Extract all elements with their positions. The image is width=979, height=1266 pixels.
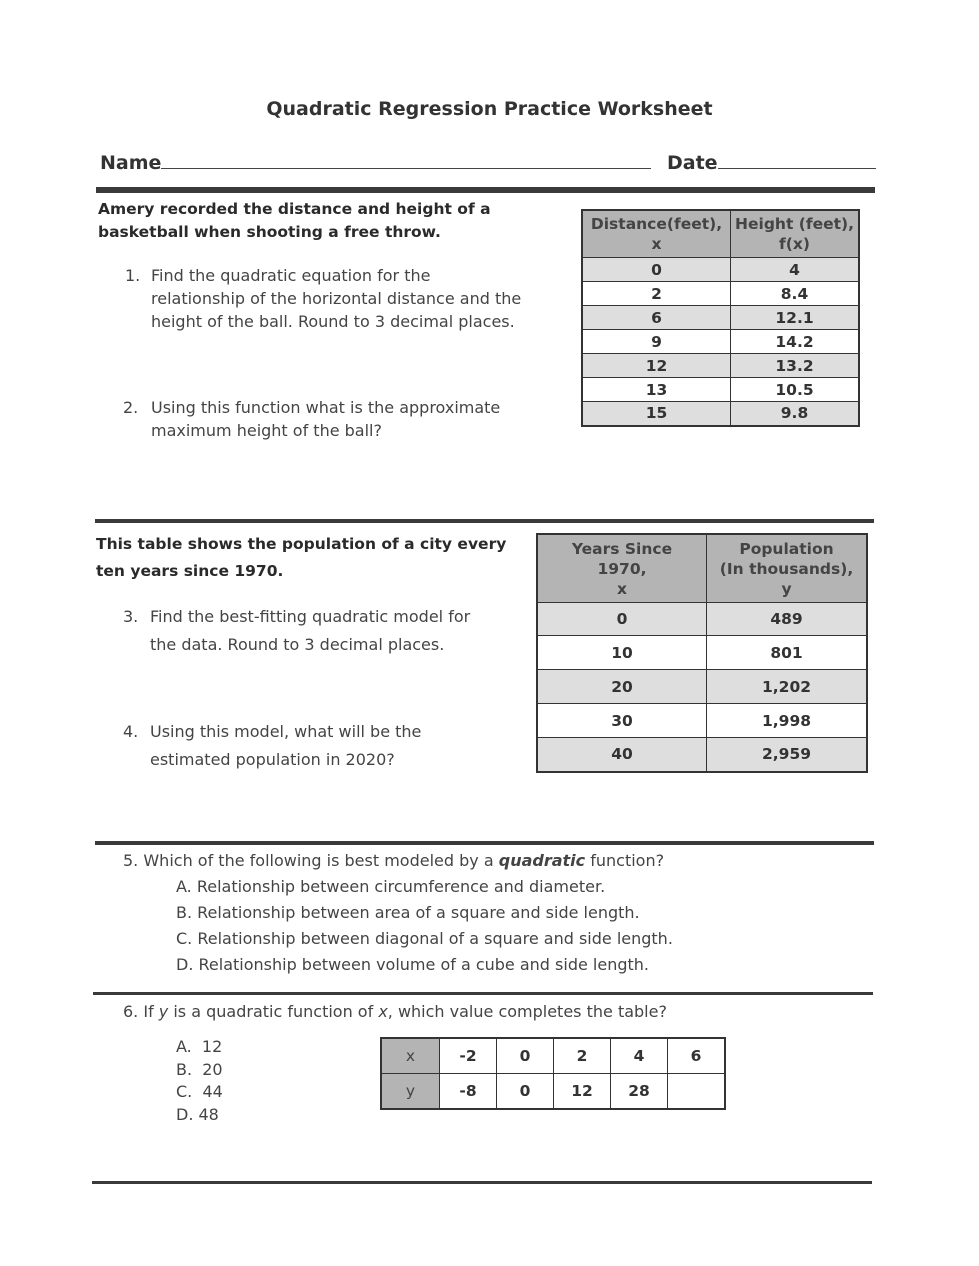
x-value-cell: 0 [497, 1038, 554, 1074]
header-line: f(x) [779, 235, 810, 253]
table-cell: 14.2 [731, 330, 860, 354]
variable-y: y [158, 1002, 169, 1021]
table-cell: 9.8 [731, 402, 860, 426]
distance-height-table [581, 209, 860, 427]
table-header-row [537, 534, 867, 603]
question-1 [125, 264, 521, 333]
date-label: Date [667, 152, 718, 174]
x-value-cell: 6 [668, 1038, 726, 1074]
option-letter: A. [176, 877, 192, 896]
question-line: estimated population in 2020? [150, 750, 395, 769]
question-line: maximum height of the ball? [151, 421, 382, 440]
variable-x: x [378, 1002, 388, 1021]
name-label: Name [100, 152, 162, 174]
missing-value-cell[interactable] [668, 1074, 726, 1110]
table-row [582, 402, 859, 426]
table-row [537, 670, 867, 704]
question-text [151, 264, 521, 333]
option-letter: A. [176, 1037, 192, 1056]
question-text-post: , which value completes the table? [387, 1002, 667, 1021]
option-letter: B. [176, 903, 193, 922]
table-row [582, 354, 859, 378]
table-cell: 2 [582, 282, 731, 306]
header-line: (In thousands), [719, 559, 854, 578]
question-5-options [176, 874, 673, 978]
table-cell: 0 [582, 258, 731, 282]
table-cell: 30 [537, 704, 707, 738]
table-cell: 10.5 [731, 378, 860, 402]
header-divider [96, 187, 875, 193]
y-value-cell: -8 [440, 1074, 497, 1110]
question-line: relationship of the horizontal distance and the [151, 289, 522, 308]
table-cell: 4 [731, 258, 860, 282]
option-text: Relationship between diagonal of a square and side length. [197, 929, 673, 948]
option-letter: C. [176, 1082, 193, 1101]
question-number: 1. [125, 266, 141, 285]
section-divider [95, 841, 874, 845]
question-number: 4. [123, 722, 139, 741]
option-text: 48 [198, 1104, 219, 1124]
option-letter: D. [176, 955, 194, 974]
question-number: 3. [123, 607, 139, 626]
table-row [537, 704, 867, 738]
table-header-cell [707, 534, 868, 603]
answer-option-c[interactable] [176, 926, 673, 952]
y-row [381, 1074, 725, 1110]
section1-intro [98, 198, 568, 244]
table-cell: 9 [582, 330, 731, 354]
header-line: 1970, [597, 559, 647, 578]
section1-intro-line: basketball when shooting a free throw. [98, 223, 441, 241]
table-cell: 40 [537, 738, 707, 772]
question-line: Find the best-fitting quadratic model for [150, 607, 471, 626]
option-letter: B. [176, 1059, 193, 1079]
section1-intro-line: Amery recorded the distance and height of a [98, 200, 491, 218]
header-line: Population [739, 539, 834, 558]
table-cell: 1,202 [707, 670, 868, 704]
option-text: Relationship between volume of a cube and side length. [198, 955, 649, 974]
table-header-cell [731, 210, 860, 258]
answer-option-d[interactable] [176, 952, 673, 978]
question-text [150, 718, 421, 774]
section2-intro-line: This table shows the population of a city every [96, 535, 507, 553]
question-line: height of the ball. Round to 3 decimal places. [151, 312, 515, 331]
question-3 [123, 603, 470, 659]
name-blank[interactable] [161, 150, 651, 169]
table-cell: 10 [537, 636, 707, 670]
answer-option-b[interactable] [176, 1059, 223, 1082]
table-cell: 15 [582, 402, 731, 426]
question-5 [123, 848, 664, 874]
table-cell: 1,998 [707, 704, 868, 738]
population-table [536, 533, 868, 773]
question-text-post: function? [585, 851, 665, 870]
question-line: Find the quadratic equation for the [151, 266, 431, 285]
table-cell: 6 [582, 306, 731, 330]
answer-option-a[interactable] [176, 874, 673, 900]
option-letter: D. [176, 1104, 194, 1124]
y-label-cell: y [381, 1074, 440, 1110]
answer-option-a[interactable] [176, 1036, 223, 1059]
question-line: the data. Round to 3 decimal places. [150, 635, 445, 654]
header-line: Distance(feet), [590, 215, 723, 233]
question-line: Using this function what is the approximate [151, 398, 501, 417]
table-header-row [582, 210, 859, 258]
header-line: Years Since [571, 539, 673, 558]
question-number: 2. [123, 398, 139, 417]
question-text [150, 603, 470, 659]
question-line: Using this model, what will be the [150, 722, 422, 741]
option-text: 12 [201, 1037, 223, 1056]
date-field-row [667, 150, 876, 174]
x-value-cell: 2 [554, 1038, 611, 1074]
question-text-pre: If [143, 1002, 159, 1021]
table-row [537, 636, 867, 670]
table-header-cell [582, 210, 731, 258]
answer-option-d[interactable] [176, 1104, 223, 1127]
section-divider [95, 519, 874, 523]
answer-option-c[interactable] [176, 1081, 223, 1104]
section2-intro-line: ten years since 1970. [96, 562, 284, 580]
question-emphasis: quadratic [498, 851, 586, 870]
question-4 [123, 718, 421, 774]
table-row [537, 738, 867, 772]
name-field-row [100, 150, 651, 174]
table-cell: 801 [707, 636, 868, 670]
question-2 [123, 396, 500, 442]
question-text-mid: is a quadratic function of [168, 1002, 379, 1021]
table-cell: 489 [707, 603, 868, 636]
option-text: 20 [202, 1059, 223, 1079]
table-cell: 13.2 [731, 354, 860, 378]
table-row [582, 378, 859, 402]
option-text: Relationship between area of a square and side length. [197, 903, 640, 922]
table-cell: 2,959 [707, 738, 868, 772]
table-cell: 20 [537, 670, 707, 704]
table-cell: 12.1 [731, 306, 860, 330]
option-letter: C. [176, 929, 193, 948]
table-row [582, 282, 859, 306]
date-blank[interactable] [718, 150, 876, 169]
header-line: y [781, 579, 792, 598]
header-line: x [651, 235, 662, 253]
table-header-cell [537, 534, 707, 603]
question-text [151, 396, 500, 442]
header-line: Height (feet), [735, 215, 854, 233]
table-cell: 12 [582, 354, 731, 378]
x-row [381, 1038, 725, 1074]
table-row [537, 603, 867, 636]
header-line: x [617, 579, 627, 598]
table-row [582, 330, 859, 354]
worksheet-title: Quadratic Regression Practice Worksheet [266, 98, 713, 120]
footer-divider [92, 1181, 872, 1184]
section-divider [93, 992, 873, 995]
xy-table [380, 1037, 726, 1110]
table-row [582, 258, 859, 282]
table-cell: 8.4 [731, 282, 860, 306]
question-number: 6. [123, 1002, 139, 1021]
y-value-cell: 0 [497, 1074, 554, 1110]
table-row [582, 306, 859, 330]
x-value-cell: 4 [611, 1038, 668, 1074]
question-6 [123, 999, 667, 1025]
table-cell: 0 [537, 603, 707, 636]
x-value-cell: -2 [440, 1038, 497, 1074]
question-text-pre: Which of the following is best modeled by a [143, 851, 499, 870]
section2-intro [96, 531, 526, 585]
option-text: 44 [202, 1082, 223, 1101]
option-text: Relationship between circumference and diameter. [196, 877, 606, 896]
x-label-cell: x [381, 1038, 440, 1074]
y-value-cell: 28 [611, 1074, 668, 1110]
table-cell: 13 [582, 378, 731, 402]
question-6-options [176, 1036, 223, 1126]
y-value-cell: 12 [554, 1074, 611, 1110]
question-number: 5. [123, 851, 139, 870]
answer-option-b[interactable] [176, 900, 673, 926]
